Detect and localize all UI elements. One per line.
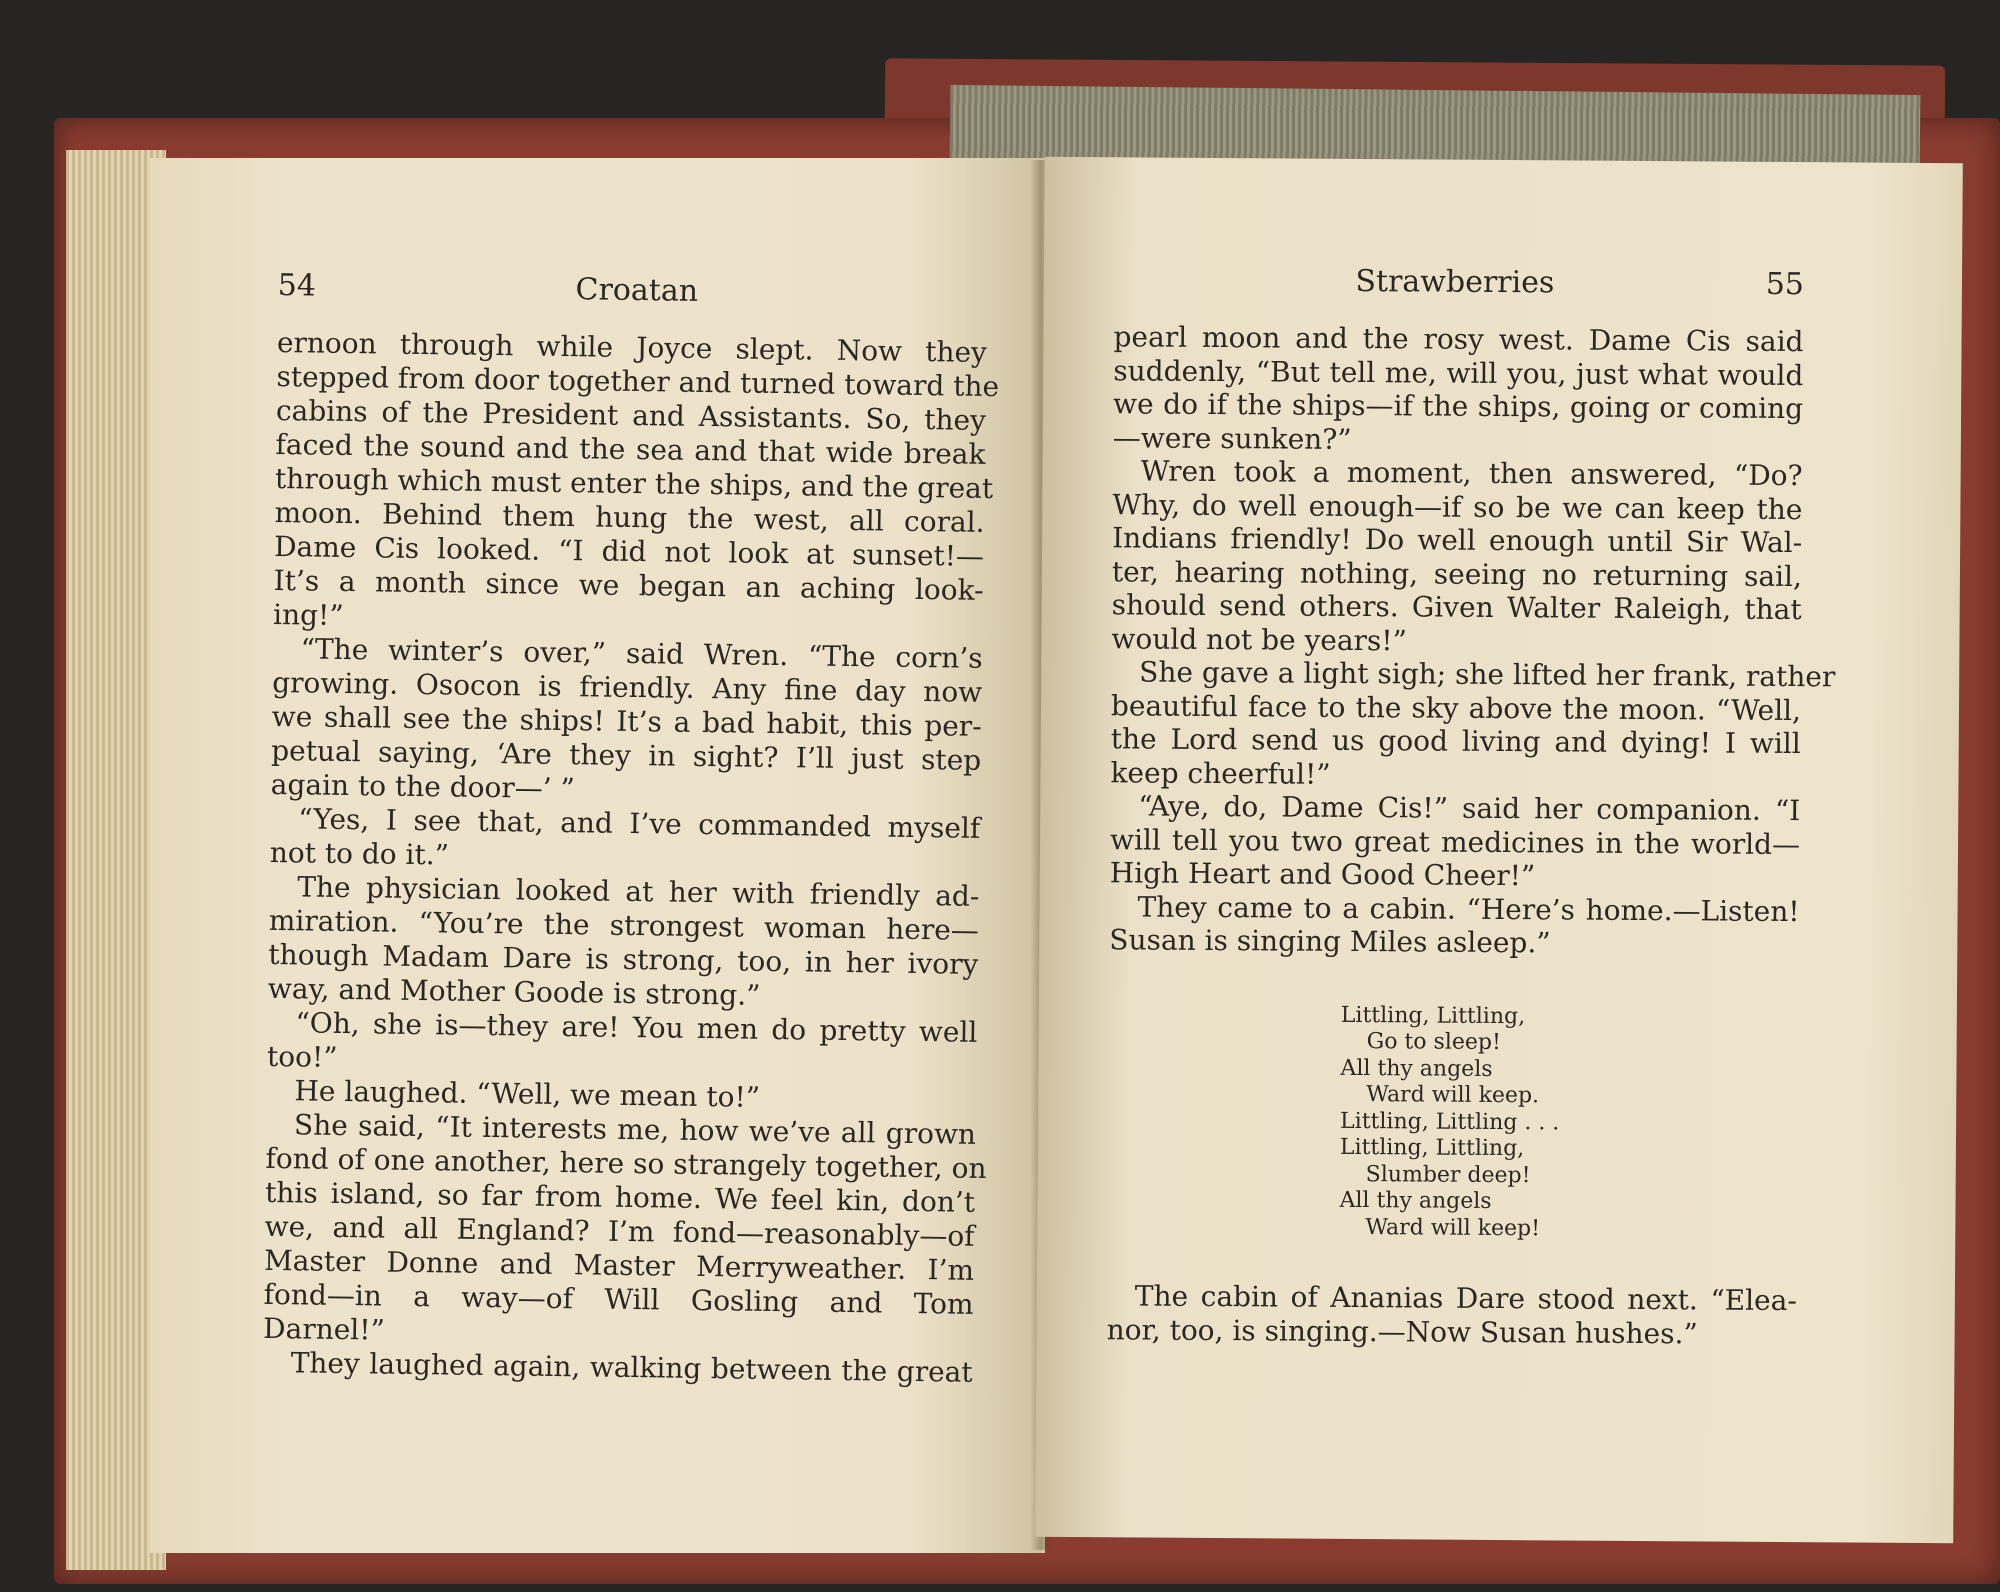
- text-line: ter, hearing nothing, seeing no returning sail,: [1111, 554, 1803, 593]
- text-line: Darnel!”: [262, 1311, 386, 1347]
- text-line: we do if the ships—if the ships, going or coming: [1112, 387, 1804, 426]
- text-line: nor, too, is singing.—Now Susan hushes.”: [1106, 1312, 1698, 1350]
- text-line: fond of one another, here so strangely together, on: [265, 1141, 987, 1185]
- paragraph: [1113, 320, 1804, 459]
- text-line: the Lord send us good living and dying! I will: [1110, 722, 1801, 761]
- text-line: this island, so far from home. We feel kin, don’t: [264, 1175, 976, 1219]
- text-line: He laughed. “Well, we mean to!”: [294, 1074, 761, 1114]
- paragraph: [1111, 454, 1802, 660]
- poem-line: Ward will keep!: [1365, 1214, 1541, 1241]
- poem-line: Littling, Littling . . .: [1340, 1108, 1560, 1135]
- text-line: though Madam Dare is strong, too, in her ivory: [268, 937, 979, 981]
- text-line: we shall see the ships! It’s a bad habit, this per-: [271, 699, 982, 743]
- text-line: “Oh, she is—they are! You men do pretty well: [295, 1006, 978, 1049]
- left-page: [150, 158, 1045, 1553]
- text-line: suddenly, “But tell me, will you, just what would: [1113, 353, 1804, 392]
- poem-line: All thy angels: [1340, 1055, 1493, 1082]
- text-line: should send others. Given Walter Raleigh, that: [1111, 588, 1802, 627]
- text-line: She said, “It interests me, how we’ve all grown: [293, 1108, 977, 1151]
- right-page: [1035, 157, 1963, 1543]
- text-line: pearl moon and the rosy west. Dame Cis said: [1113, 320, 1804, 359]
- text-line: “Yes, I see that, and I’ve commanded myself: [298, 802, 981, 845]
- paragraph: [1110, 789, 1801, 894]
- text-line: —were sunken?”: [1112, 420, 1352, 456]
- text-line: “The winter’s over,” said Wren. “The corn’s: [300, 632, 983, 675]
- left-page-body: [262, 325, 1000, 1390]
- text-line: we, and all England? I’m fond—reasonably—of: [264, 1209, 975, 1253]
- paragraph: [268, 870, 980, 1016]
- right-page-header: [1114, 262, 1804, 325]
- text-line: Susan is singing Miles asleep.”: [1109, 923, 1551, 960]
- paragraph: [262, 1108, 987, 1356]
- paragraph: [270, 802, 981, 880]
- paragraph: [272, 325, 1000, 642]
- text-line: Indians friendly! Do well enough until Sir Wal-: [1112, 521, 1803, 560]
- text-line: stepped from door together and turned toward the: [276, 359, 1000, 404]
- right-page-body: [1109, 320, 1836, 961]
- poem-line: All thy angels: [1339, 1187, 1492, 1214]
- poem-line: Littling, Littling,: [1340, 1002, 1526, 1029]
- text-line: High Heart and Good Cheer!”: [1109, 856, 1536, 893]
- text-line: miration. “You’re the strongest woman here—: [268, 903, 980, 947]
- text-line: would not be years!”: [1111, 621, 1408, 657]
- running-title: Strawberries: [1355, 263, 1555, 301]
- text-line: cabins of the President and Assistants. So, they: [275, 393, 987, 437]
- left-page-text: [262, 268, 1000, 1390]
- text-line: It’s a month since we began an aching look-: [273, 563, 984, 607]
- page-number: 55: [1765, 266, 1805, 303]
- text-line: beautiful face to the sky above the moon. “Well,: [1110, 688, 1802, 727]
- text-line: keep cheerful!”: [1110, 755, 1331, 791]
- text-line: Dame Cis looked. “I did not look at sunset!—: [273, 529, 985, 573]
- text-line: ing!”: [272, 597, 344, 632]
- text-line: growing. Osocon is friendly. Any fine day now: [271, 665, 983, 709]
- poem-line: Littling, Littling,: [1339, 1134, 1525, 1162]
- text-line: Why, do well enough—if so be we can keep the: [1112, 487, 1803, 526]
- text-line: through which must enter the ships, and the great: [274, 461, 994, 506]
- right-page-body-end: [1107, 1279, 1797, 1351]
- text-line: petual saying, ‘Are they in sight? I’ll just step: [271, 733, 982, 777]
- text-line: faced the sound and the sea and that wide break: [275, 427, 986, 471]
- paragraph: [271, 632, 983, 812]
- text-line: “Aye, do, Dame Cis!” said her companion. “I: [1138, 789, 1801, 828]
- text-line: will tell you two great medicines in the world—: [1109, 822, 1801, 861]
- paragraph: [1107, 1279, 1797, 1351]
- page-number: 54: [277, 268, 317, 304]
- paragraph: [1109, 890, 1799, 962]
- left-page-header: [277, 268, 988, 336]
- text-line: way, and Mother Goode is strong.”: [267, 971, 761, 1012]
- paragraph: [267, 1006, 978, 1084]
- running-title: Croatan: [575, 272, 699, 309]
- text-line: The physician looked at her with friendly ad-: [297, 870, 980, 913]
- paragraph: [1110, 655, 1836, 794]
- text-line: again to the door—’ ”: [270, 767, 576, 806]
- text-line: fond—in a way—of Will Gosling and Tom: [263, 1277, 974, 1321]
- poem: [1339, 1002, 1799, 1244]
- text-line: Wren took a moment, then answered, “Do?: [1140, 454, 1803, 493]
- text-line: not to do it.”: [269, 835, 450, 872]
- right-page-text: [1106, 262, 1836, 1351]
- text-line: Master Donne and Master Merryweather. I’m: [263, 1243, 975, 1287]
- poem-line: Slumber deep!: [1365, 1161, 1531, 1188]
- poem-line: Go to sleep!: [1366, 1029, 1501, 1056]
- text-line: They came to a cabin. “Here’s home.—Listen!: [1137, 889, 1800, 928]
- poem-line: Ward will keep.: [1366, 1082, 1540, 1109]
- text-line: too!”: [266, 1039, 338, 1074]
- text-line: The cabin of Ananias Dare stood next. “Elea-: [1134, 1279, 1797, 1318]
- text-line: They laughed again, walking between the great: [290, 1346, 973, 1389]
- text-line: ernoon through while Joyce slept. Now they: [276, 325, 988, 369]
- text-line: She gave a light sigh; she lifted her frank, rather: [1139, 655, 1836, 694]
- text-line: moon. Behind them hung the west, all coral.: [274, 495, 985, 539]
